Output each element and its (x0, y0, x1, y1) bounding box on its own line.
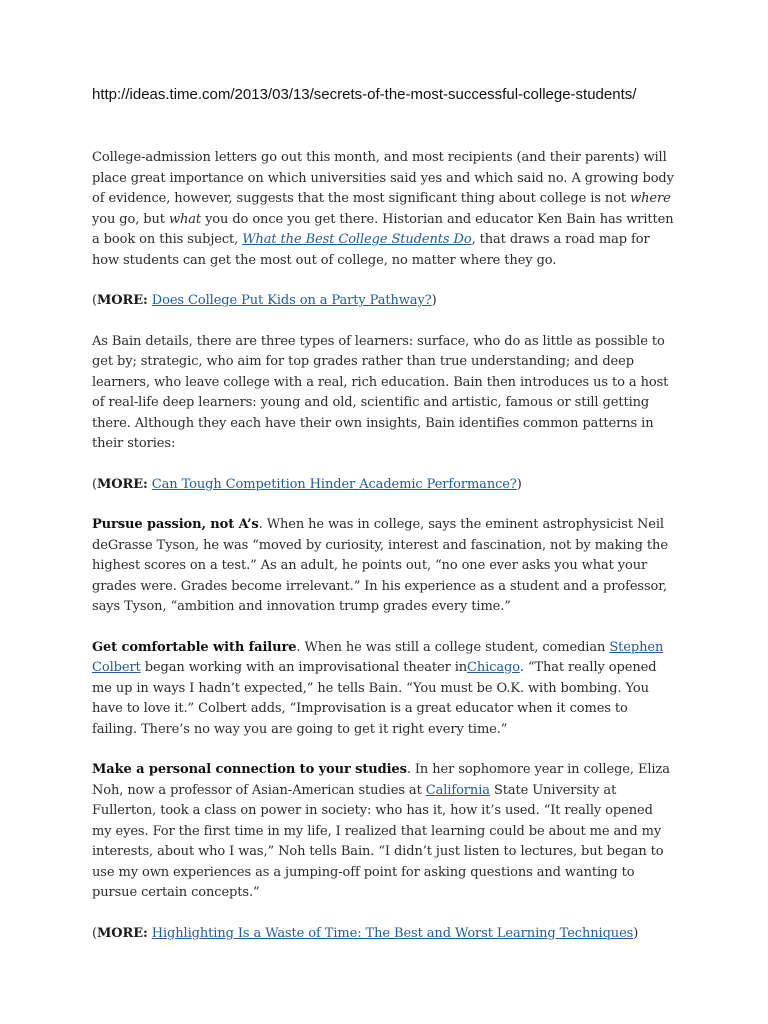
failure-text-1: . When he was still a college student, comedian (296, 639, 610, 655)
more-label: MORE: (96, 476, 148, 492)
more-label: MORE: (96, 925, 148, 941)
intro-text-4: , that draws a road map for how students can get the most out of college, no matter where they go. (92, 232, 650, 268)
book-title-link[interactable]: What the Best College Students Do (242, 232, 472, 247)
more-open-paren: ( (92, 476, 97, 492)
pursue-passion-text: . When he was in college, says the eminent astrophysicist Neil deGrasse Tyson, he was “moved by curiosity, interest and fascination, not by making the highest scores on a test.” As an adult, he points out, “no one ever asks you what your grades were. Grades become irrelevant.” In his experience as a student and a professor, says Tyson, “ambition and innovation trump grades every time.” (92, 517, 668, 614)
paragraph-personal-connection (92, 760, 676, 904)
source-url: http://ideas.time.com/2013/03/13/secrets-of-the-most-successful-college-students/ (92, 86, 637, 103)
more-label: MORE: (96, 293, 148, 308)
intro-text-1: College-admission letters go out this month, and most recipients (and their parents) will place great importance on which universities said yes and which said no. A growing body of evidence, however, suggests that the most significant thing about college is not (92, 150, 674, 206)
more-close-paren: ) (516, 476, 522, 492)
california-link[interactable]: California (425, 782, 490, 798)
stephen-colbert-link[interactable]: Stephen Colbert (92, 639, 664, 675)
paragraph-pursue-passion (92, 515, 676, 618)
more-line-2 (92, 475, 676, 496)
failure-text-3: . “That really opened me up in ways I hadn’t expected,” he tells Bain. “You must be O.K. with bombing. You have to love it.” Colbert adds, “Improvisation is a great educator when it comes to failing. There’s no way you are going to get it right every time.” (92, 660, 657, 737)
more-line-1 (92, 291, 676, 312)
paragraph-learner-types: As Bain details, there are three types of learners: surface, who do as little as possible to get by; strategic, who aim for top grades rather than true understanding; and deep learners, who leave college with a real, rich education. Bain then introduces us to a host of real-life deep learners: young and old, scientific and artistic, famous or still getting there. Although they each have their own insights, Bain identifies common patterns in their stories: (92, 333, 669, 451)
chicago-link[interactable]: Chicago (467, 660, 520, 675)
failure-heading: Get comfortable with failure (92, 639, 297, 655)
personal-connection-text-2: State University at Fullerton, took a class on power in society: who has it, how it’s used. “It really opened my eyes. For the first time in my life, I realized that learning could be about me and my interests, about who I was,” Noh tells Bain. “I didn’t just listen to lectures, but began to use my own experiences as a jumping-off point for asking questions and wanting to pursue certain concepts.” (92, 782, 664, 900)
more-close-paren: ) (633, 925, 639, 941)
pursue-passion-heading: Pursue passion, not A’s (92, 517, 259, 532)
failure-text-2: began working with an improvisational theater in (140, 660, 468, 675)
intro-text-3: you do once you get there. Historian and educator Ken Bain has written a book on this subject, (92, 211, 674, 247)
personal-connection-heading: Make a personal connection to your studies (92, 762, 407, 777)
more-open-paren: ( (92, 293, 97, 308)
paragraph-failure (92, 638, 676, 741)
intro-text-2: you go, but (92, 211, 169, 227)
more-link-highlighting[interactable]: Highlighting Is a Waste of Time: The Best and Worst Learning Techniques (151, 925, 634, 941)
paragraph-intro (92, 148, 676, 271)
personal-connection-text-1: . In her sophomore year in college, Eliza Noh, now a professor of Asian-American studies at (92, 762, 670, 798)
more-link-party-pathway[interactable]: Does College Put Kids on a Party Pathway? (151, 293, 432, 308)
intro-em-where: where (630, 191, 671, 206)
more-close-paren: ) (431, 293, 437, 308)
more-link-tough-competition[interactable]: Can Tough Competition Hinder Academic Performance? (151, 476, 517, 492)
more-line-3 (92, 924, 676, 945)
intro-em-what: what (168, 211, 202, 227)
more-open-paren: ( (92, 925, 97, 941)
